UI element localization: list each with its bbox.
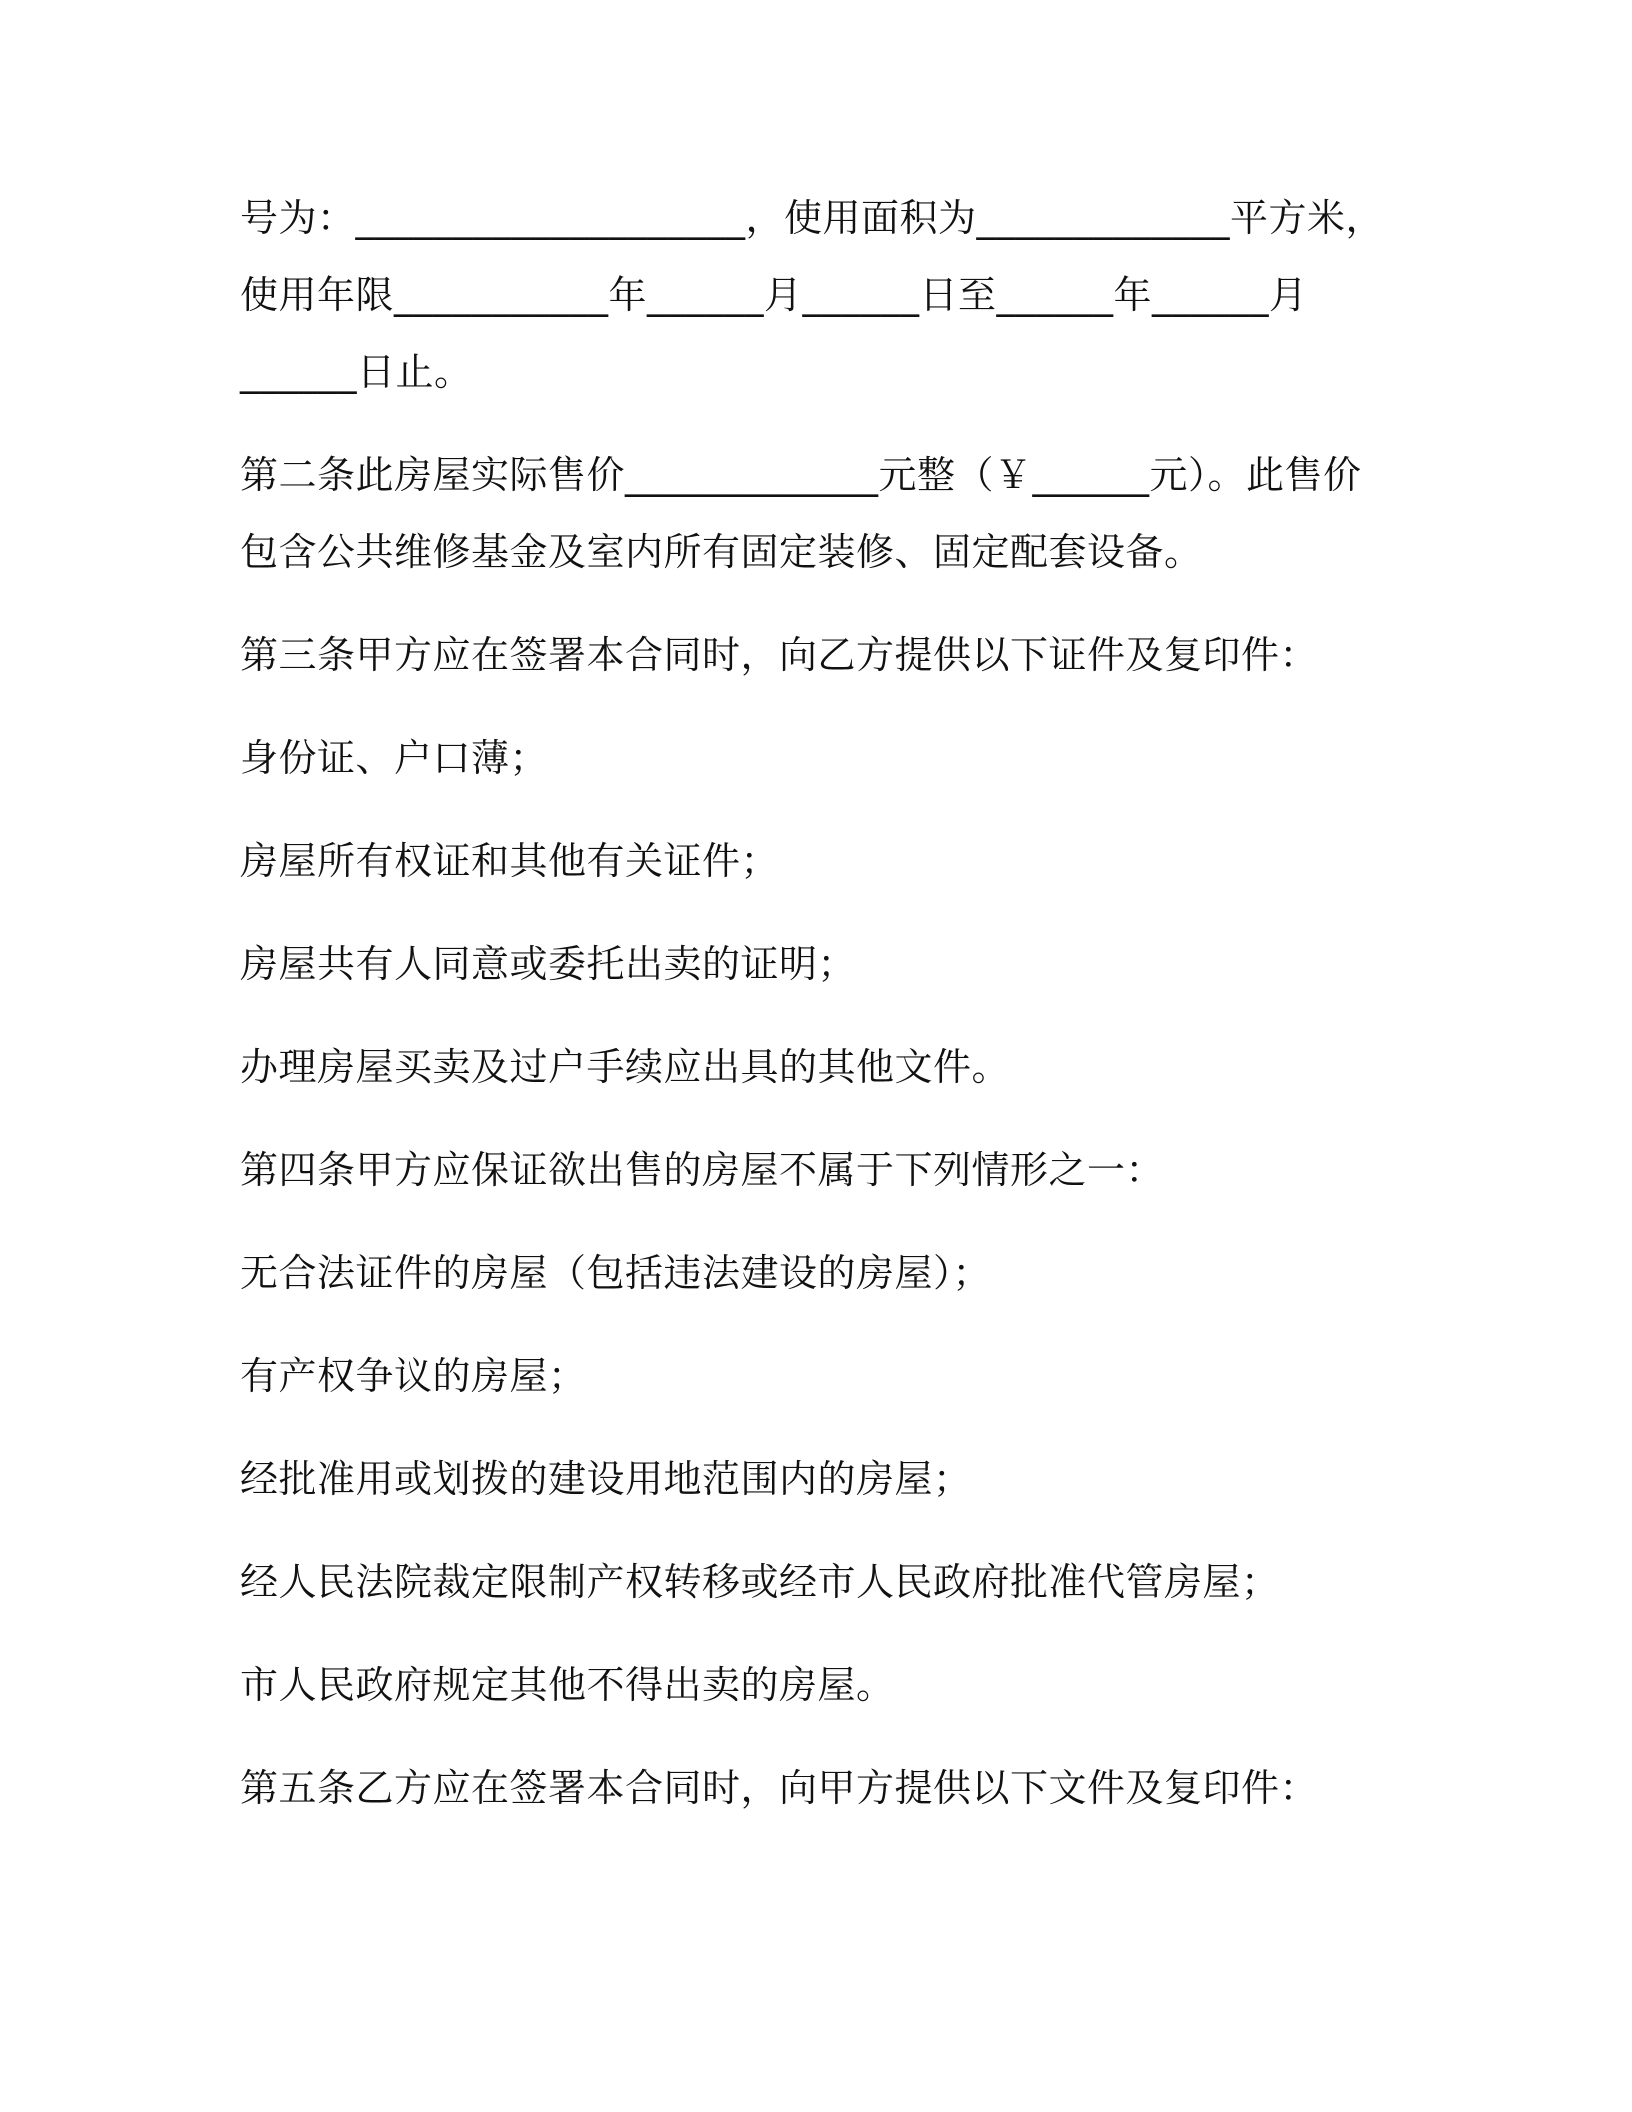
text-line-16: 市人民政府规定其他不得出卖的房屋。 — [240, 1663, 895, 1707]
text-line-15: 经人民法院裁定限制产权转移或经市人民政府批准代管房屋； — [240, 1560, 1280, 1604]
text-line-4: 第二条此房屋实际售价_____________元整（￥______元）。此售价 — [240, 453, 1362, 497]
text-line-10: 办理房屋买卖及过户手续应出具的其他文件。 — [240, 1045, 1011, 1089]
text-line-14: 经批准用或划拨的建设用地范围内的房屋； — [240, 1457, 972, 1501]
text-line-1: 号为：____________________，使用面积为_____________平方米， — [240, 196, 1385, 240]
text-line-6: 第三条甲方应在签署本合同时，向乙方提供以下证件及复印件： — [240, 633, 1319, 677]
text-line-13: 有产权争议的房屋； — [240, 1354, 587, 1398]
text-line-5: 包含公共维修基金及室内所有固定装修、固定配套设备。 — [240, 530, 1203, 574]
text-line-7: 身份证、户口薄； — [240, 736, 549, 780]
text-line-12: 无合法证件的房屋（包括违法建设的房屋）； — [240, 1251, 992, 1295]
text-line-9: 房屋共有人同意或委托出卖的证明； — [240, 942, 857, 986]
text-line-11: 第四条甲方应保证欲出售的房屋不属于下列情形之一： — [240, 1148, 1165, 1192]
text-line-3: ______日止。 — [240, 350, 473, 394]
text-line-2: 使用年限___________年______月______日至______年______月 — [240, 273, 1308, 317]
text-line-17: 第五条乙方应在签署本合同时，向甲方提供以下文件及复印件： — [240, 1766, 1319, 1810]
text-line-8: 房屋所有权证和其他有关证件； — [240, 839, 780, 883]
